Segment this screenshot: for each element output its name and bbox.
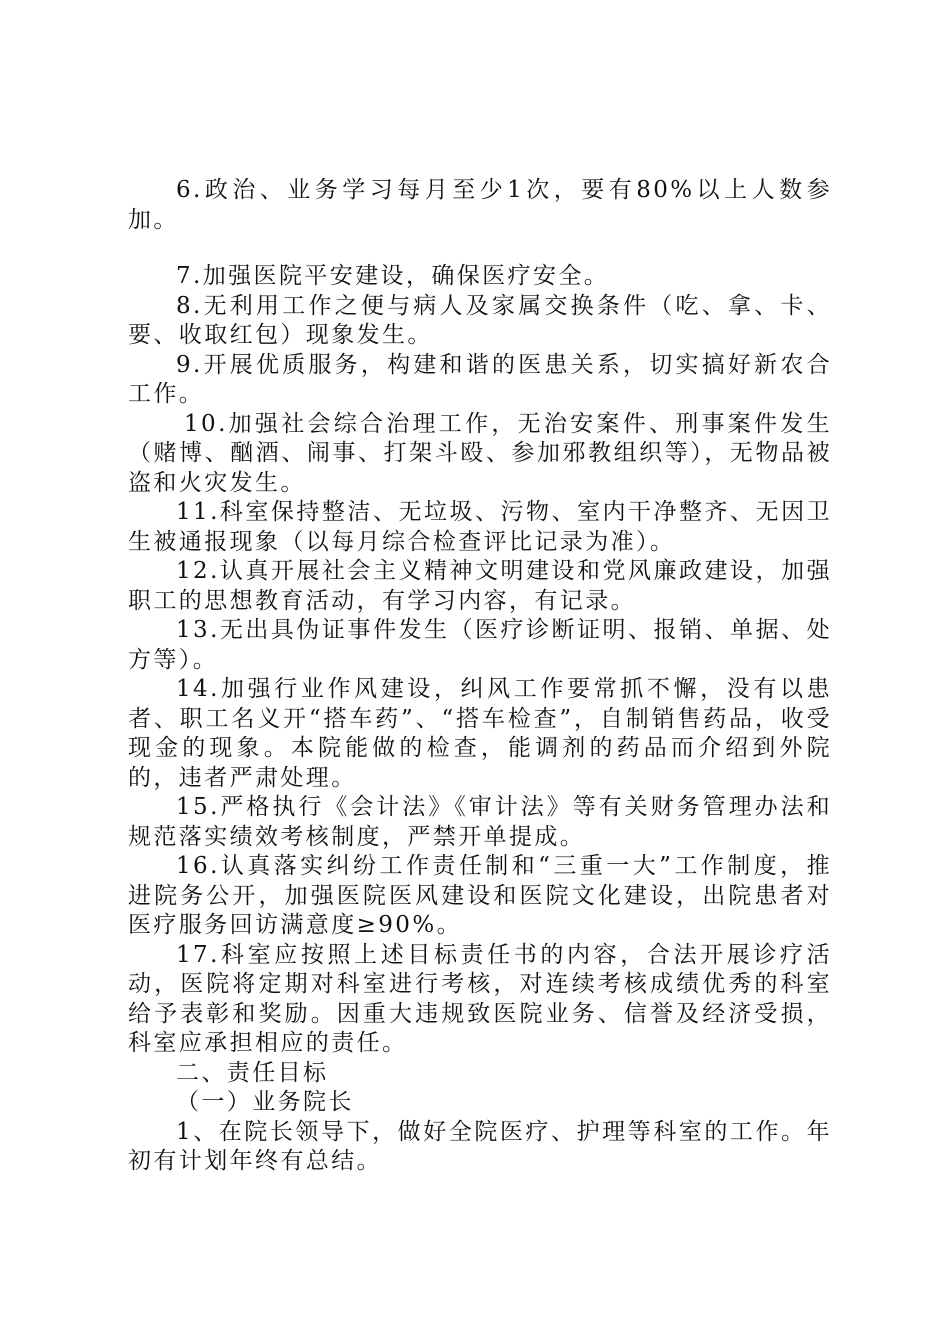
item-11: 11.科室保持整洁、无垃圾、污物、室内干净整齐、无因卫生被通报现象（以每月综合检查评比记录为准）。 (128, 499, 832, 555)
item-8: 8.无利用工作之便与病人及家属交换条件（吃、拿、卡、要、收取红包）现象发生。 (128, 292, 832, 348)
item-13: 13.无出具伪证事件发生（医疗诊断证明、报销、单据、处方等）。 (128, 617, 832, 673)
item-7: 7.加强医院平安建设，确保医疗安全。 (176, 263, 610, 289)
item-9: 9.开展优质服务，构建和谐的医患关系，切实搞好新农合工作。 (128, 351, 832, 407)
item-12: 12.认真开展社会主义精神文明建设和党风廉政建设，加强职工的思想教育活动，有学习内容，有记录。 (128, 558, 832, 614)
subsection-heading-business-dean: （一）业务院长 (176, 1089, 354, 1115)
item-14: 14.加强行业作风建设，纠风工作要常抓不懈，没有以患者、职工名义开“搭车药”、“搭车检查”，自制销售药品，收受现金的现象。本院能做的检查，能调剂的药品而介绍到外院的，违者严肃处理。 (128, 676, 832, 791)
dean-item-1: 1、在院长领导下，做好全院医疗、护理等科室的工作。年初有计划年终有总结。 (128, 1118, 832, 1174)
item-16: 16.认真落实纠纷工作责任制和“三重一大”工作制度，推进院务公开，加强医院医风建设和医院文化建设，出院患者对医疗服务回访满意度≥90%。 (128, 853, 832, 938)
item-15: 15.严格执行《会计法》《审计法》等有关财务管理办法和规范落实绩效考核制度，严禁开单提成。 (128, 794, 832, 850)
item-6: 6.政治、业务学习每月至少1次，要有80%以上人数参加。 (128, 177, 832, 233)
item-17: 17.科室应按照上述目标责任书的内容，合法开展诊疗活动，医院将定期对科室进行考核，对连续考核成绩优秀的科室给予表彰和奖励。因重大违规致医院业务、信誉及经济受损，科室应承担相应的责任。 (128, 941, 832, 1056)
document-body (128, 176, 832, 1177)
item-10: 10.加强社会综合治理工作，无治安案件、刑事案件发生（赌博、酗酒、闹事、打架斗殴、参加邪教组织等），无物品被盗和火灾发生。 (128, 410, 832, 496)
section-heading-responsibility: 二、责任目标 (176, 1059, 329, 1086)
